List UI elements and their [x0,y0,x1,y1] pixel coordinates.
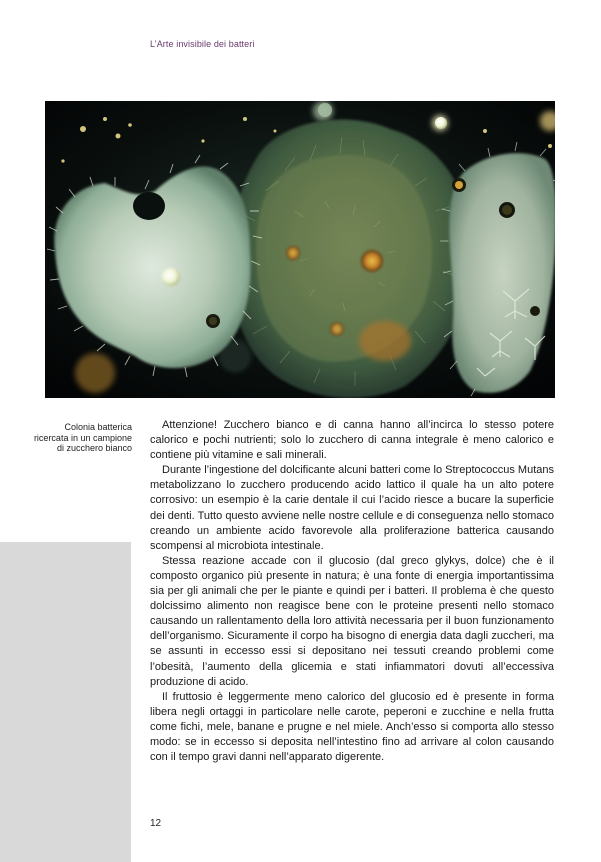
paragraph: Il fruttosio è leggermente meno calorico del glucosio ed è presente in forma libera negli ortaggi in particolare nelle carote, peperoni e zucchine e nella frutta come fichi, mele, banane e prugne e nel miele. Anch’esso si comporta allo stesso modo: se in eccesso si deposita nell’intestino fino ad arrivare al colon causando con il tempo gravi danni nell’apparato digerente. [150,690,554,764]
photo-illustration [45,101,555,398]
bacteria-colony-photo [45,101,555,398]
paragraph: Stessa reazione accade con il glucosio (dal greco glykys, dolce) che è il composto organico più presente in natura; è una fonte di energia importantissima sia per gli animali che per le piante e quindi per i batteri. Il problema è che questo dolcissimo alimento non reagisce bene con le proteine presenti nello stomaco causando un rallentamento della loro attività necessaria per il buon funzionamento dell’organismo. Sicuramente il corpo ha bisogno di energia data dagli zuccheri, ma se assunti in eccesso essi si depositano nei tessuti creando problemi come l’obesità, l’aumento della glicemia e stati infiammatori dovuti all’eccessiva produzione di acido. [150,554,554,688]
paragraph: Durante l’ingestione del dolcificante alcuni batteri come lo Streptococcus Mutans metabolizzano lo zucchero producendo acido lattico il quale ha un alto potere corrosivo: un esempio è la carie dentale il cui l’acido riesce a bucare la superficie dei denti. Tutto questo avviene nelle nostre cellule e di conseguenza nello stomaco creando un ambiente acido favorevole alla proliferazione batterica causando scompensi al microbiota intestinale. [150,464,554,552]
margin-gray-band [0,542,131,862]
page-number: 12 [150,818,162,829]
running-header: L’Arte invisibile dei batteri [150,39,255,49]
article-body [150,418,554,765]
paragraph: Attenzione! Zucchero bianco e di canna hanno all’incirca lo stesso potere calorico e pochi nutrienti; solo lo zucchero di canna integrale è meno calorico e contiene più vitamine e sali minerali. [150,419,554,462]
figure-caption: Colonia batterica ricercata in un campione di zucchero bianco [33,422,132,453]
